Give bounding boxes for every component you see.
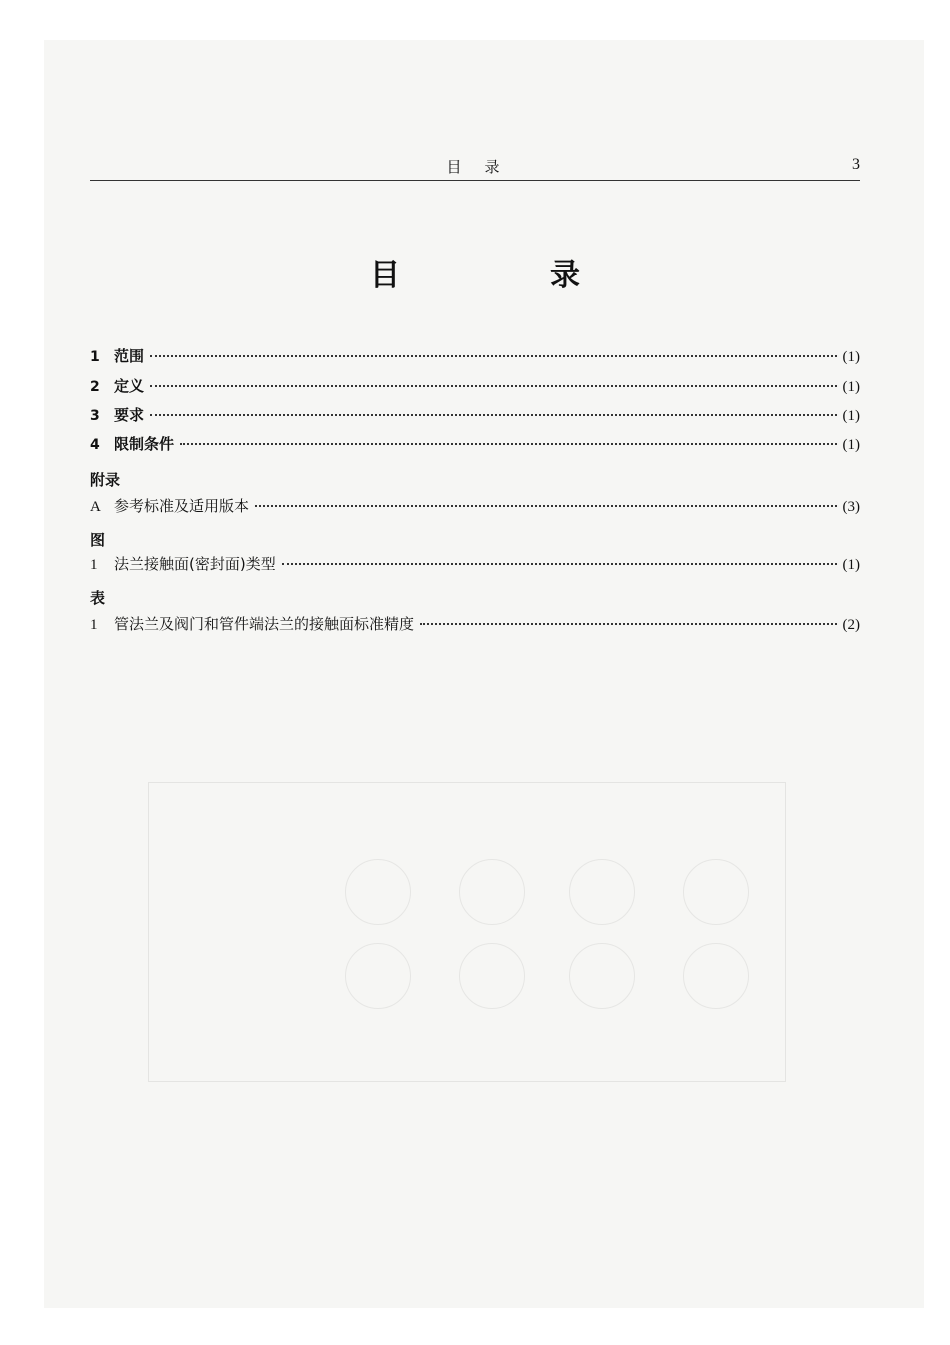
toc-entry-page: (2) bbox=[842, 617, 860, 633]
toc-entry-number: 1 bbox=[90, 349, 100, 365]
toc-entry-number: 1 bbox=[90, 557, 98, 573]
toc-entry-number: 2 bbox=[90, 379, 100, 395]
toc-entry-page: (1) bbox=[842, 349, 860, 365]
toc-entry-page: (1) bbox=[842, 379, 860, 395]
toc-entry[interactable] bbox=[90, 433, 860, 455]
toc-entry-number: 1 bbox=[90, 617, 98, 633]
leader-dots bbox=[180, 443, 836, 445]
toc-entry-figure[interactable] bbox=[90, 553, 860, 575]
toc-entry-label: 要求 bbox=[114, 406, 145, 424]
toc-entry-number: 4 bbox=[90, 437, 100, 453]
table-heading: 表 bbox=[90, 589, 106, 607]
leader-dots bbox=[150, 414, 836, 416]
leader-dots bbox=[255, 505, 836, 507]
leader-dots bbox=[150, 385, 836, 387]
toc-entry-label: 范围 bbox=[114, 347, 145, 365]
document-page bbox=[44, 40, 924, 1308]
toc-entry-number: 3 bbox=[90, 408, 100, 424]
toc-entry[interactable] bbox=[90, 375, 860, 397]
toc-entry-label: 法兰接触面(密封面)类型 bbox=[114, 555, 276, 573]
figure-heading: 图 bbox=[90, 531, 106, 549]
running-header bbox=[90, 150, 860, 181]
toc-entry[interactable] bbox=[90, 404, 860, 426]
toc-entry-number: A bbox=[90, 499, 101, 515]
leader-dots bbox=[282, 563, 837, 565]
page-number: 3 bbox=[852, 156, 860, 173]
toc-entry[interactable] bbox=[90, 345, 860, 367]
toc-entry-page: (1) bbox=[842, 408, 860, 424]
running-title: 目 录 bbox=[446, 158, 504, 176]
toc-entry-page: (1) bbox=[842, 437, 860, 453]
page-title: 目 录 bbox=[370, 258, 640, 293]
leader-dots bbox=[150, 355, 836, 357]
toc-entry-appendix[interactable] bbox=[90, 495, 860, 517]
appendix-heading: 附录 bbox=[90, 471, 121, 489]
toc-entry-label: 定义 bbox=[114, 377, 145, 395]
leader-dots bbox=[420, 623, 836, 625]
toc-entry-page: (1) bbox=[842, 557, 860, 573]
toc-entry-label: 参考标准及适用版本 bbox=[114, 497, 250, 515]
toc-entry-table[interactable] bbox=[90, 613, 860, 635]
bleed-through-figure bbox=[148, 782, 786, 1082]
toc-entry-label: 限制条件 bbox=[114, 435, 175, 453]
toc-entry-label: 管法兰及阀门和管件端法兰的接触面标准精度 bbox=[114, 615, 415, 633]
toc-entry-page: (3) bbox=[842, 499, 860, 515]
